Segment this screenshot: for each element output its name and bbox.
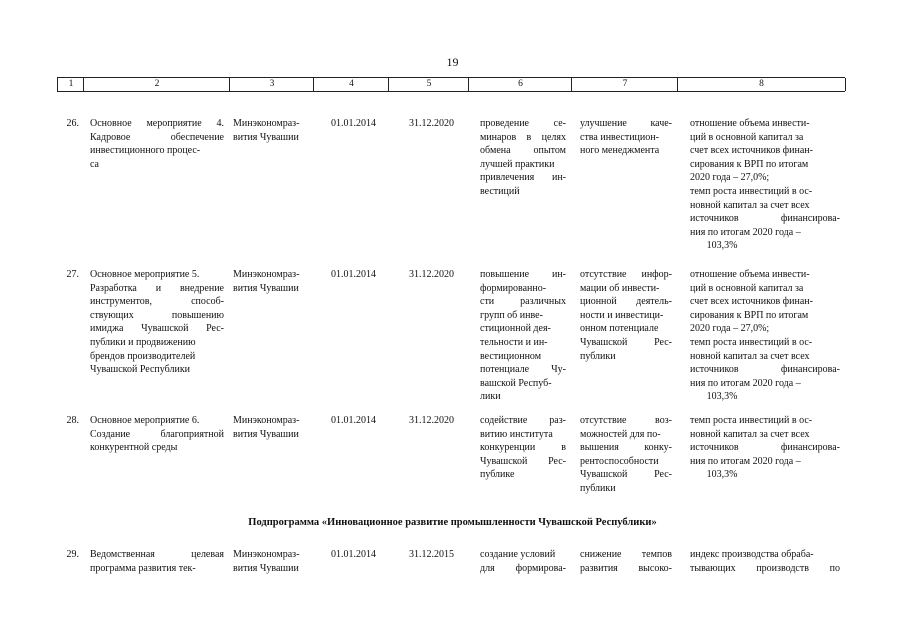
result-cell bbox=[480, 268, 566, 404]
indicator-line: источников финансирова- bbox=[690, 213, 840, 225]
event-line: Кадровое обеспечение bbox=[90, 131, 224, 143]
result-line: витию института bbox=[480, 428, 553, 440]
event-line: брендов производителей bbox=[90, 350, 196, 362]
event-cell bbox=[90, 117, 224, 171]
indicator-line: тывающих производств по bbox=[690, 562, 840, 574]
executor-line: Минэкономраз- bbox=[233, 269, 300, 280]
result-line: Чувашской Рес- bbox=[480, 455, 566, 467]
risk-line: ного менеджмента bbox=[580, 145, 660, 157]
indicator-line: сирования к ВРП по итогам bbox=[690, 309, 809, 321]
page-number: 19 bbox=[446, 55, 459, 69]
indicator-cell bbox=[690, 548, 840, 575]
executor-cell bbox=[233, 414, 315, 441]
row-number: 28. bbox=[66, 415, 79, 426]
start-date: 01.01.2014 bbox=[331, 549, 376, 560]
indicator-line: темп роста инвестиций в ос- bbox=[690, 415, 813, 426]
row-number: 26. bbox=[66, 118, 79, 129]
result-line: вестиций bbox=[480, 185, 520, 197]
column-header-8: 8 bbox=[677, 78, 846, 91]
event-line: Ведомственная целевая bbox=[90, 549, 224, 560]
event-line: Создание благоприятной bbox=[90, 428, 224, 440]
risk-cell bbox=[580, 268, 672, 363]
executor-line: вития Чувашии bbox=[233, 428, 299, 440]
result-cell bbox=[480, 548, 566, 575]
result-line: сти различных bbox=[480, 296, 566, 308]
column-header-6: 6 bbox=[468, 78, 572, 91]
indicator-line: счет всех источников финан- bbox=[690, 145, 813, 157]
row-number: 27. bbox=[66, 269, 79, 280]
end-date: 31.12.2020 bbox=[409, 118, 454, 129]
indicator-line: новной капитал за счет всех bbox=[690, 199, 810, 211]
event-cell bbox=[90, 548, 224, 575]
indicator-line: ния по итогам 2020 года – bbox=[690, 455, 801, 467]
result-line: тельности и ин- bbox=[480, 336, 548, 348]
start-date: 01.01.2014 bbox=[331, 118, 376, 129]
event-cell bbox=[90, 414, 224, 455]
risk-line: улучшение каче- bbox=[580, 118, 672, 129]
indicator-line: отношение объема инвести- bbox=[690, 118, 810, 129]
result-cell bbox=[480, 414, 566, 482]
indicator-line: ций в основной капитал за bbox=[690, 131, 804, 143]
indicator-line: 103,3% bbox=[706, 391, 738, 403]
risk-line: онном потенциале bbox=[580, 323, 659, 335]
executor-line: Минэкономраз- bbox=[233, 415, 300, 426]
indicator-cell bbox=[690, 414, 840, 482]
risk-line: публики bbox=[580, 482, 616, 494]
result-line: проведение се- bbox=[480, 118, 566, 129]
result-line: содействие раз- bbox=[480, 415, 566, 426]
event-line: имиджа Чувашской Рес- bbox=[90, 323, 224, 335]
result-line: привлечения ин- bbox=[480, 172, 566, 184]
indicator-line: 103,3% bbox=[706, 240, 738, 252]
result-line: стиционной дея- bbox=[480, 323, 551, 335]
executor-line: вития Чувашии bbox=[233, 562, 299, 574]
indicator-line: источников финансирова- bbox=[690, 364, 840, 376]
indicator-line: ния по итогам 2020 года – bbox=[690, 377, 801, 389]
end-date: 31.12.2020 bbox=[409, 415, 454, 426]
column-header-row bbox=[57, 77, 845, 92]
result-line: публике bbox=[480, 469, 515, 481]
event-line: ствующих повышению bbox=[90, 309, 224, 321]
risk-line: рентоспособности bbox=[580, 455, 659, 467]
indicator-line: 103,3% bbox=[706, 469, 738, 481]
result-line: для формирова- bbox=[480, 562, 566, 574]
column-header-3: 3 bbox=[229, 78, 314, 91]
risk-line: развития высоко- bbox=[580, 562, 672, 574]
event-line: Чувашской Республики bbox=[90, 364, 191, 376]
column-header-7: 7 bbox=[571, 78, 678, 91]
risk-line: Чувашской Рес- bbox=[580, 336, 672, 348]
risk-line: публики bbox=[580, 350, 616, 362]
result-line: лики bbox=[480, 391, 501, 403]
risk-line: можностей для по- bbox=[580, 428, 661, 440]
indicator-line: источников финансирова- bbox=[690, 442, 840, 454]
risk-line: ства инвестицион- bbox=[580, 131, 659, 143]
indicator-line: счет всех источников финан- bbox=[690, 296, 813, 308]
result-line: вестиционном bbox=[480, 350, 542, 362]
result-line: обмена опытом bbox=[480, 145, 566, 157]
indicator-line: отношение объема инвести- bbox=[690, 269, 810, 280]
subprogram-title: Подпрограмма «Инновационное развитие промышленности Чувашской Республики» bbox=[248, 517, 657, 528]
event-line: программа развития тек- bbox=[90, 562, 196, 574]
indicator-line: новной капитал за счет всех bbox=[690, 350, 810, 362]
column-header-2: 2 bbox=[83, 78, 230, 91]
indicator-cell bbox=[690, 117, 840, 253]
event-line: Разработка и внедрение bbox=[90, 282, 224, 294]
risk-cell bbox=[580, 414, 672, 496]
risk-line: отсутствие воз- bbox=[580, 415, 672, 426]
event-line: Основное мероприятие 6. bbox=[90, 415, 200, 426]
event-line: Основное мероприятие 5. bbox=[90, 269, 200, 280]
column-header-5: 5 bbox=[388, 78, 469, 91]
indicator-line: новной капитал за счет всех bbox=[690, 428, 810, 440]
indicator-line: темп роста инвестиций в ос- bbox=[690, 185, 813, 197]
indicator-line: 2020 года – 27,0%; bbox=[690, 172, 770, 184]
row-number: 29. bbox=[66, 549, 79, 560]
end-date: 31.12.2020 bbox=[409, 269, 454, 280]
result-line: вашской Респуб- bbox=[480, 377, 552, 389]
risk-cell bbox=[580, 548, 672, 575]
end-date: 31.12.2015 bbox=[409, 549, 454, 560]
executor-cell bbox=[233, 117, 315, 144]
risk-line: Чувашской Рес- bbox=[580, 469, 672, 481]
executor-cell bbox=[233, 548, 315, 575]
start-date: 01.01.2014 bbox=[331, 269, 376, 280]
result-line: минаров в целях bbox=[480, 131, 566, 143]
executor-cell bbox=[233, 268, 315, 295]
event-line: инвестиционного процес- bbox=[90, 145, 201, 157]
event-line: конкурентной среды bbox=[90, 442, 178, 454]
result-line: создание условий bbox=[480, 549, 556, 560]
risk-cell bbox=[580, 117, 672, 158]
start-date: 01.01.2014 bbox=[331, 415, 376, 426]
indicator-cell bbox=[690, 268, 840, 404]
event-line: инструментов, способ- bbox=[90, 296, 224, 308]
result-cell bbox=[480, 117, 566, 199]
risk-line: ности и инвестици- bbox=[580, 309, 664, 321]
indicator-line: сирования к ВРП по итогам bbox=[690, 158, 809, 170]
event-cell bbox=[90, 268, 224, 377]
risk-line: мации об инвести- bbox=[580, 282, 660, 294]
result-line: формированно- bbox=[480, 282, 547, 294]
risk-line: снижение темпов bbox=[580, 549, 672, 560]
risk-line: ционной деятель- bbox=[580, 296, 672, 308]
result-line: групп об инве- bbox=[480, 309, 543, 321]
result-line: повышение ин- bbox=[480, 269, 566, 280]
indicator-line: темп роста инвестиций в ос- bbox=[690, 336, 813, 348]
risk-line: отсутствие инфор- bbox=[580, 269, 672, 280]
indicator-line: ций в основной капитал за bbox=[690, 282, 804, 294]
indicator-line: индекс производства обраба- bbox=[690, 549, 814, 560]
indicator-line: ния по итогам 2020 года – bbox=[690, 226, 801, 238]
result-line: лучшей практики bbox=[480, 158, 555, 170]
event-line: Основное мероприятие 4. bbox=[90, 118, 224, 129]
executor-line: вития Чувашии bbox=[233, 131, 299, 143]
risk-line: вышения конку- bbox=[580, 442, 672, 454]
executor-line: вития Чувашии bbox=[233, 282, 299, 294]
result-line: конкуренции в bbox=[480, 442, 566, 454]
executor-line: Минэкономраз- bbox=[233, 549, 300, 560]
result-line: потенциале Чу- bbox=[480, 364, 566, 376]
column-header-4: 4 bbox=[313, 78, 389, 91]
executor-line: Минэкономраз- bbox=[233, 118, 300, 129]
event-line: публики и продвижению bbox=[90, 336, 196, 348]
column-header-1: 1 bbox=[57, 78, 84, 91]
event-line: са bbox=[90, 158, 99, 170]
indicator-line: 2020 года – 27,0%; bbox=[690, 323, 770, 335]
